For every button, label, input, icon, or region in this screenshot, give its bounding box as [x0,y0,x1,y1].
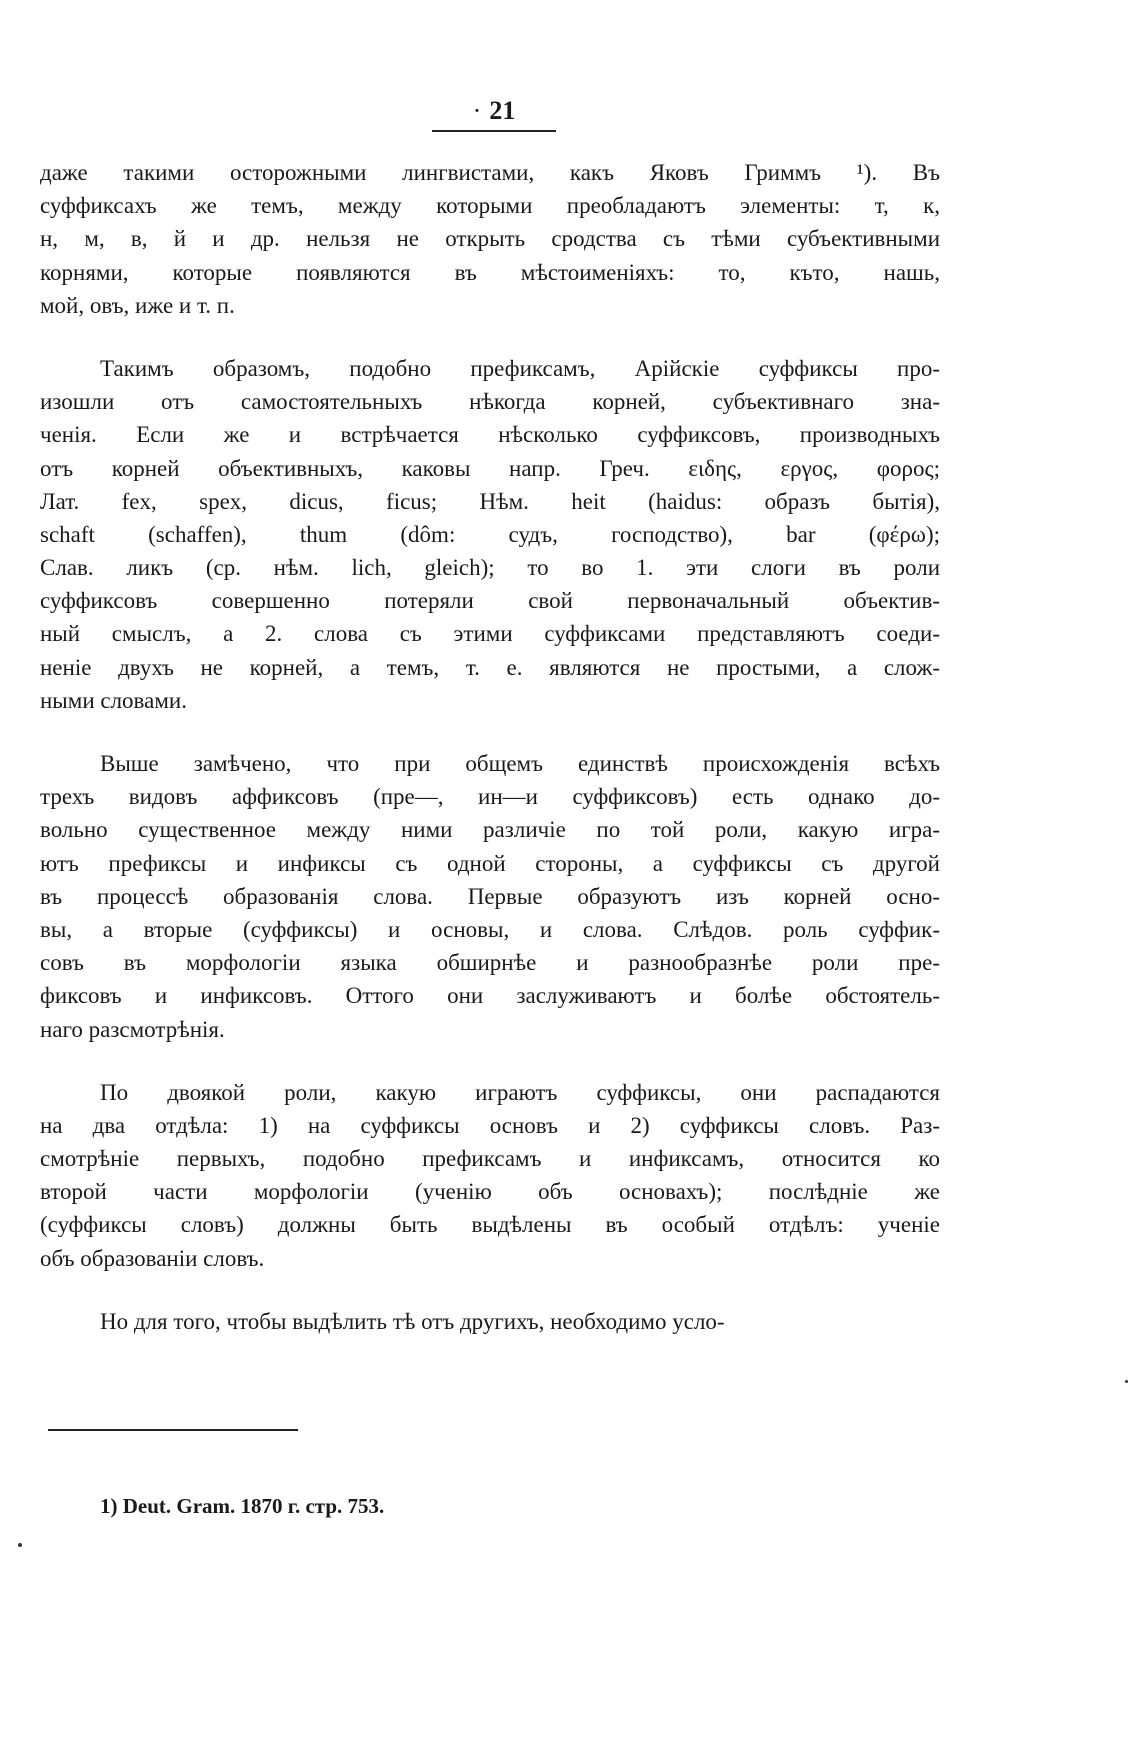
text-line: суффиксахъ же темъ, между которыми преобладаютъ элементы: т, к, [40,193,940,219]
text-line: Выше замѣчено, что при общемъ единствѣ происхожденія всѣхъ [100,751,940,776]
text-line: суффиксовъ совершенно потеряли свой первоначальный объектив- [40,588,940,614]
paragraph [40,1076,940,1275]
footnote-divider [48,1429,298,1431]
text-line: ченія. Если же и встрѣчается нѣсколько суффиксовъ, производныхъ [40,422,940,448]
text-line: фиксовъ и инфиксовъ. Оттого они заслуживаютъ и болѣе обстоятель- [40,983,940,1009]
page-number-value: 21 [489,96,516,125]
text-line: корнями, которые появляются въ мѣстоименіяхъ: то, къто, нашь, [40,259,940,285]
text-line: По двоякой роли, какую играютъ суффиксы, они распадаются [100,1079,940,1105]
footnote: 1) Deut. Gram. 1870 г. стр. 753. [100,1494,385,1518]
text-line: изошли отъ самостоятельныхъ нѣкогда корней, субъективнаго зна- [40,389,940,415]
text-line: Слав. ликъ (ср. нѣм. lich, gleich); то во 1. эти слоги въ роли [40,555,940,581]
text-line: (суффиксы словъ) должны быть выдѣлены въ особый отдѣлъ: ученіе [40,1212,940,1238]
body-text [40,156,940,1368]
paragraph [40,156,940,322]
text-line: неніе двухъ не корней, а темъ, т. е. являются не простыми, а слож- [40,654,940,680]
text-line: ютъ префиксы и инфиксы съ одной стороны, а суффиксы съ другой [40,850,940,876]
text-line: совъ въ морфологіи языка обширнѣе и разнообразнѣе роли пре- [40,950,940,976]
text-line: объ образованіи словъ. [40,1245,265,1271]
page-number-mark: · [472,96,482,125]
text-line: отъ корней объективныхъ, каковы напр. Греч. ειδης, εργος, φορος; [40,455,940,481]
text-line: Но для того, чтобы выдѣлить тѣ отъ другихъ, необходимо усло- [100,1308,725,1334]
text-line: въ процессѣ образованія слова. Первые образуютъ изъ корней осно- [40,883,940,909]
paragraph [40,1305,940,1338]
text-line: schaft (schaffen), thum (dôm: судъ, господство), bar (φέρω); [40,521,940,547]
text-line: вольно существенное между ними различіе по той роли, какую игра- [40,817,940,843]
page-number [432,96,556,132]
text-line: смотрѣніе первыхъ, подобно префиксамъ и инфиксамъ, относится ко [40,1146,940,1172]
paragraph [40,352,940,717]
paragraph [40,747,940,1046]
text-line: мой, овъ, иже и т. п. [40,292,235,318]
text-line: вы, а вторые (суффиксы) и основы, и слова. Слѣдов. роль суффик- [40,916,940,942]
text-line: наго разсмотрѣнія. [40,1016,225,1042]
scan-speck [18,1543,22,1547]
text-line: второй части морфологіи (ученію объ основахъ); послѣдніе же [40,1179,940,1205]
text-line: трехъ видовъ аффиксовъ (пре—, ин—и суффиксовъ) есть однако до- [40,784,940,810]
text-line: Лат. fex, spex, dicus, ficus; Нѣм. heit (haidus: образъ бытія), [40,488,940,514]
scan-speck [1125,1380,1128,1383]
text-line: н, м, в, й и др. нельзя не открыть сродства съ тѣми субъективными [40,226,940,252]
text-line: Такимъ образомъ, подобно префиксамъ, Арійскіе суффиксы про- [100,355,940,381]
text-line: ный смыслъ, а 2. слова съ этими суффиксами представляютъ соеди- [40,621,940,647]
text-line: ными словами. [40,687,187,713]
text-line: на два отдѣла: 1) на суффиксы основъ и 2) суффиксы словъ. Раз- [40,1112,940,1138]
text-line: даже такими осторожными лингвистами, какъ Яковъ Гриммъ ¹). Въ [40,160,940,185]
